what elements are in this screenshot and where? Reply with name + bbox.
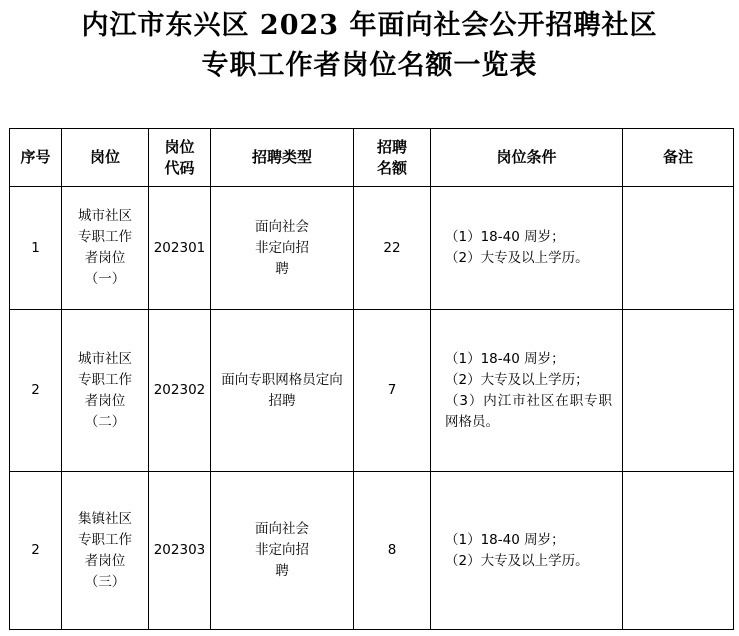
cell-post-text: 城市社区专职工作者岗位（一） xyxy=(78,208,132,287)
header-type: 招聘类型 xyxy=(211,129,354,187)
header-seq: 序号 xyxy=(10,129,62,187)
condition-line: （1）18-40 周岁； xyxy=(445,229,565,245)
cell-conditions xyxy=(431,187,623,310)
cell-type-text: 面向社会非定向招聘 xyxy=(255,218,309,277)
cell-conditions xyxy=(431,310,623,472)
header-post: 岗位 xyxy=(62,129,149,187)
table-header-row xyxy=(10,129,734,187)
condition-line: （2）大专及以上学历。 xyxy=(445,552,589,569)
cell-type-text: 面向专职网格员定向招聘 xyxy=(221,371,343,409)
cell-seq: 1 xyxy=(10,187,62,310)
cell-quota: 8 xyxy=(354,472,431,630)
cell-conditions xyxy=(431,472,623,630)
cell-code: 202301 xyxy=(149,187,211,310)
page-title-line-1: 内江市东兴区 2023 年面向社会公开招聘社区 xyxy=(81,10,658,41)
header-quota xyxy=(354,129,431,187)
header-code-text: 岗位代码 xyxy=(164,137,195,177)
cell-type-text: 面向社会非定向招聘 xyxy=(255,521,309,579)
cell-seq: 2 xyxy=(10,472,62,630)
condition-line: （2）大专及以上学历。 xyxy=(445,250,589,266)
cell-remarks xyxy=(623,472,734,630)
table-row xyxy=(10,187,734,310)
header-remarks: 备注 xyxy=(623,129,734,187)
condition-line: （3）内江市社区在职专职网格员。 xyxy=(445,392,612,430)
cell-code: 202302 xyxy=(149,310,211,472)
header-quota-text: 招聘名额 xyxy=(377,137,408,177)
job-quota-table xyxy=(9,128,734,630)
cell-remarks xyxy=(623,187,734,310)
cell-seq: 2 xyxy=(10,310,62,472)
cell-code: 202303 xyxy=(149,472,211,630)
cell-quota: 7 xyxy=(354,310,431,472)
condition-line: （1）18-40 周岁； xyxy=(445,350,565,367)
condition-line: （1）18-40 周岁； xyxy=(445,531,565,548)
page-title xyxy=(0,6,739,86)
cell-post xyxy=(62,310,149,472)
cell-type xyxy=(211,472,354,630)
cell-quota: 22 xyxy=(354,187,431,310)
cell-remarks xyxy=(623,310,734,472)
header-conditions: 岗位条件 xyxy=(431,129,623,187)
cell-post xyxy=(62,472,149,630)
cell-post-text: 城市社区专职工作者岗位（二） xyxy=(78,350,132,430)
cell-post xyxy=(62,187,149,310)
header-code xyxy=(149,129,211,187)
page-title-line-2: 专职工作者岗位名额一览表 xyxy=(201,50,538,81)
condition-line: （2）大专及以上学历； xyxy=(445,371,589,388)
cell-type xyxy=(211,310,354,472)
cell-type xyxy=(211,187,354,310)
table-row xyxy=(10,472,734,630)
cell-post-text: 集镇社区专职工作者岗位（三） xyxy=(78,510,132,590)
table-row xyxy=(10,310,734,472)
